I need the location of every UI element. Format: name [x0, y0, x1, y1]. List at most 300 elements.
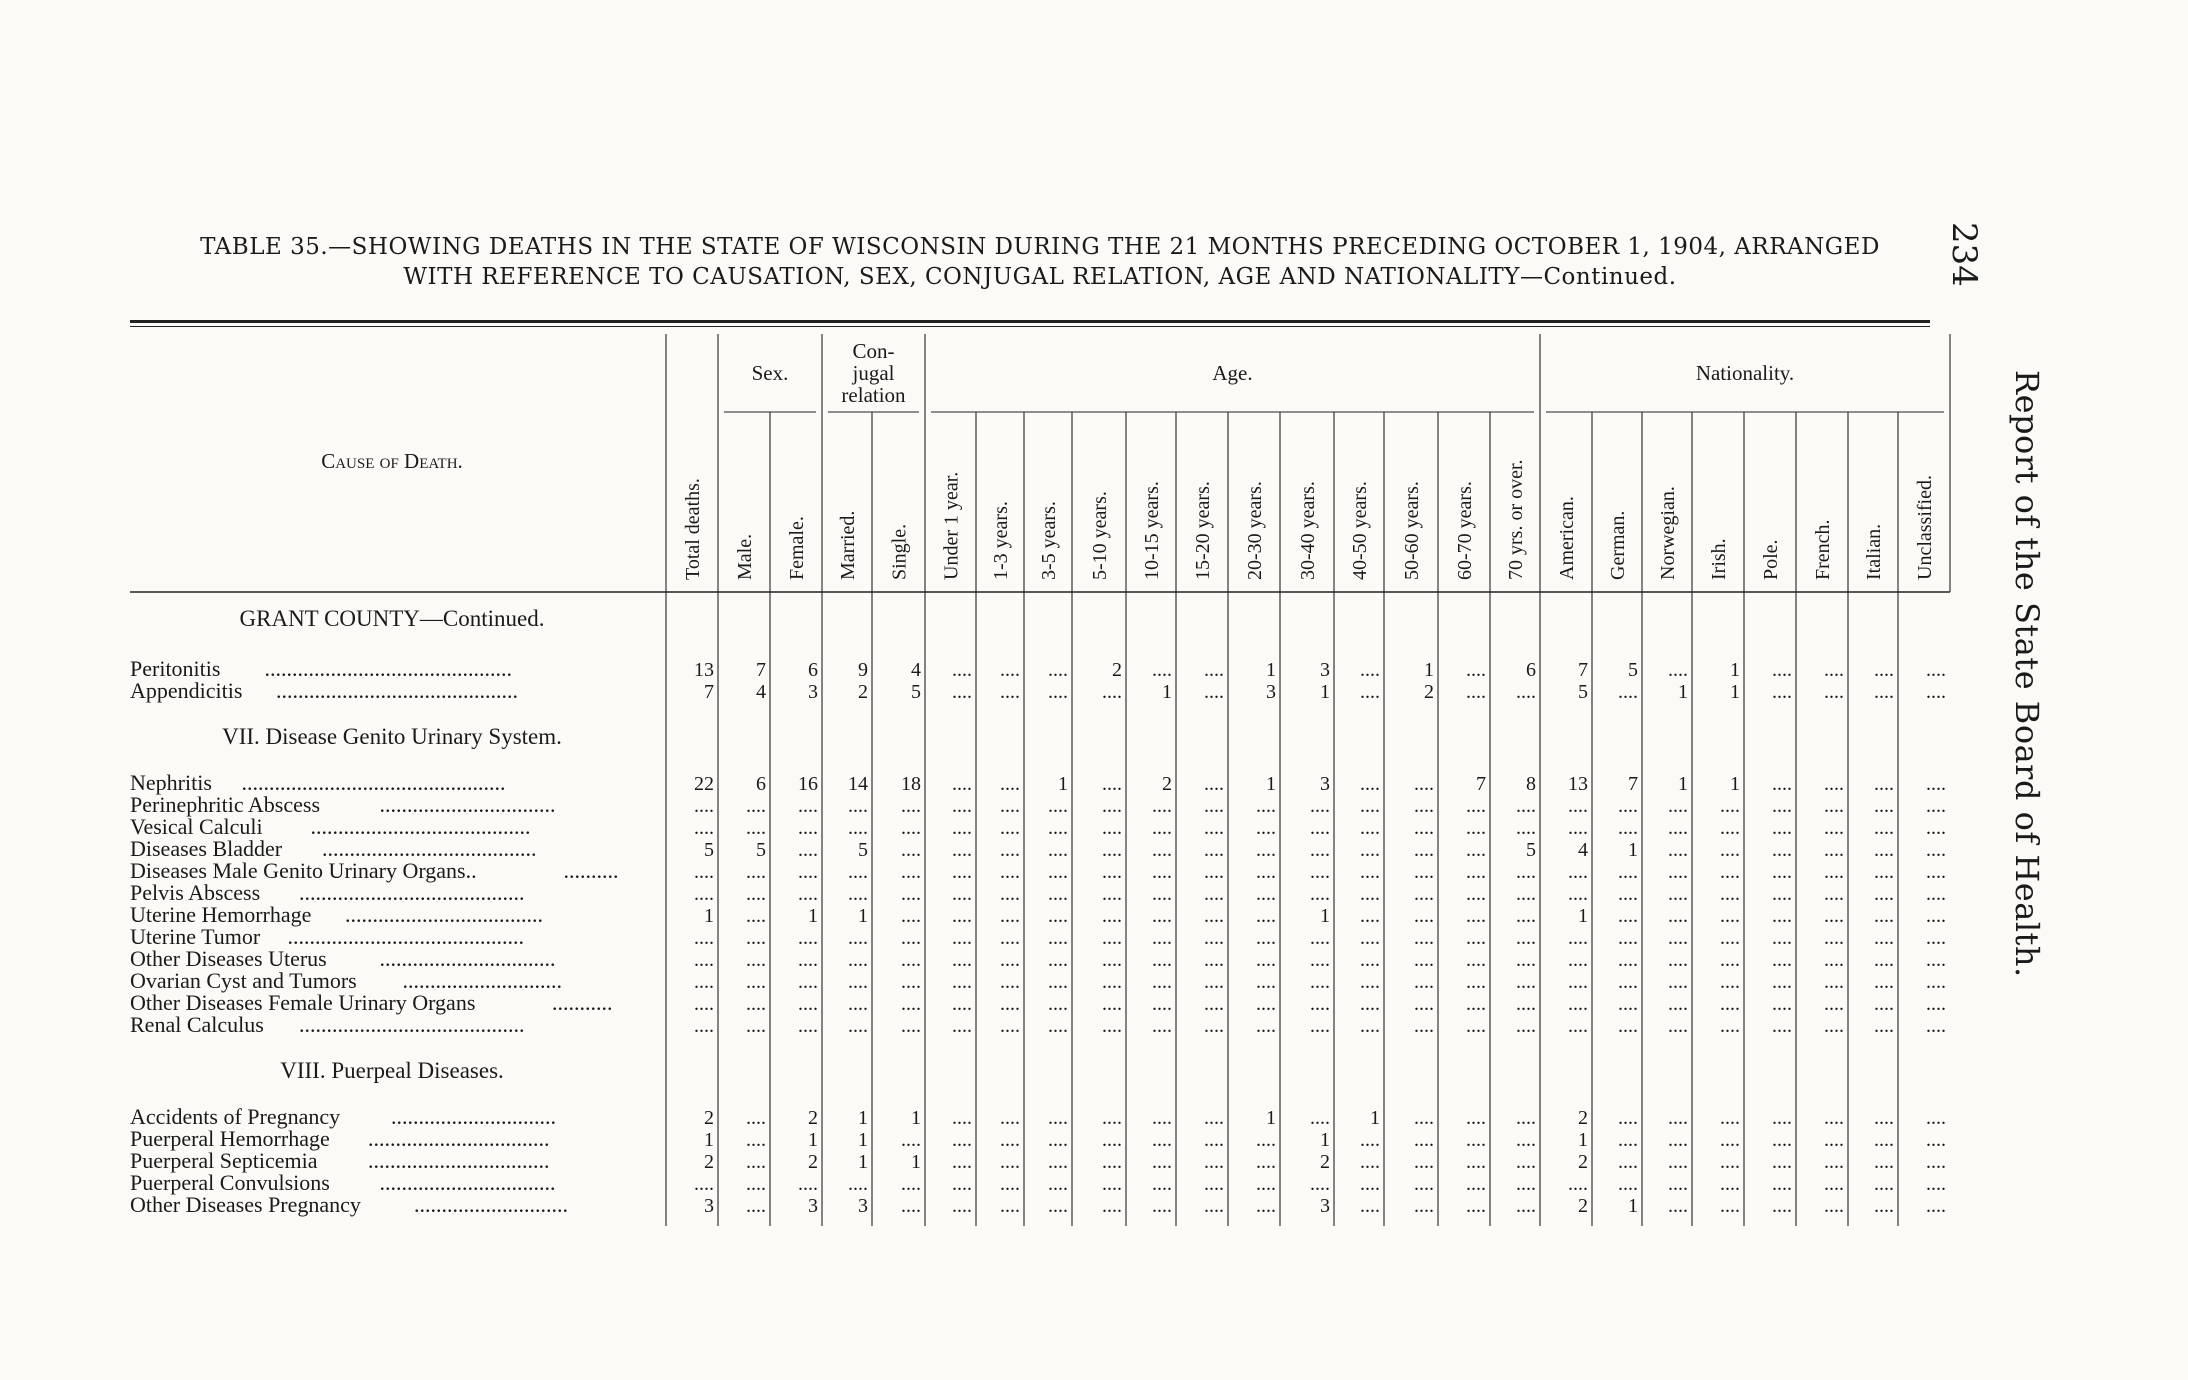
empty-cell: .... — [1048, 1015, 1068, 1037]
running-header: Report of the State Board of Health. — [2008, 370, 2046, 978]
empty-cell: .... — [1824, 949, 1844, 971]
empty-cell: .... — [1772, 1173, 1792, 1195]
empty-cell: .... — [1824, 795, 1844, 817]
dot-leader: ................................ — [379, 946, 556, 971]
dot-leader: ........................................... — [287, 924, 524, 949]
empty-cell: .... — [1466, 905, 1486, 927]
empty-cell: .... — [848, 861, 868, 883]
empty-cell: .... — [1874, 949, 1894, 971]
empty-cell: .... — [1310, 1107, 1330, 1129]
empty-cell: .... — [1568, 795, 1588, 817]
empty-cell: .... — [1926, 1129, 1946, 1151]
empty-cell: .... — [1152, 1151, 1172, 1173]
empty-cell: .... — [1360, 993, 1380, 1015]
empty-cell: .... — [1310, 795, 1330, 817]
empty-cell: .... — [1466, 1195, 1486, 1217]
empty-cell: .... — [1414, 993, 1434, 1015]
empty-cell: .... — [901, 927, 921, 949]
empty-cell: .... — [901, 883, 921, 905]
empty-cell: .... — [798, 927, 818, 949]
empty-cell: .... — [1310, 1015, 1330, 1037]
empty-cell: .... — [1204, 949, 1224, 971]
empty-cell: .... — [1204, 905, 1224, 927]
table-cell: 1 — [1266, 659, 1276, 681]
dot-leader: ............................................ — [276, 678, 518, 703]
table-cell: 13 — [694, 659, 714, 681]
empty-cell: .... — [1360, 927, 1380, 949]
table-cell: 1 — [1320, 681, 1330, 703]
table-cell: 5 — [1578, 681, 1588, 703]
empty-cell: .... — [1466, 1107, 1486, 1129]
empty-cell: .... — [1256, 905, 1276, 927]
empty-cell: .... — [1874, 1195, 1894, 1217]
empty-cell: .... — [1414, 861, 1434, 883]
column-header-24: Italian. — [1863, 523, 1885, 580]
table-cell: 1 — [1266, 773, 1276, 795]
empty-cell: .... — [1516, 971, 1536, 993]
column-header-23: French. — [1812, 519, 1834, 580]
empty-cell: .... — [1256, 949, 1276, 971]
table-cell: 7 — [704, 681, 714, 703]
empty-cell: .... — [694, 861, 714, 883]
column-header-16: 60-70 years. — [1454, 481, 1476, 580]
empty-cell: .... — [1926, 817, 1946, 839]
table-cell: 18 — [901, 773, 921, 795]
empty-cell: .... — [798, 993, 818, 1015]
empty-cell: .... — [1048, 883, 1068, 905]
empty-cell: .... — [1102, 817, 1122, 839]
empty-cell: .... — [1102, 773, 1122, 795]
table-cell: 2 — [704, 1151, 714, 1173]
empty-cell: .... — [746, 949, 766, 971]
empty-cell: .... — [1618, 927, 1638, 949]
empty-cell: .... — [1000, 681, 1020, 703]
empty-cell: .... — [1824, 839, 1844, 861]
empty-cell: .... — [1874, 795, 1894, 817]
empty-cell: .... — [1048, 1195, 1068, 1217]
table-cell: 2 — [1424, 681, 1434, 703]
empty-cell: .... — [798, 861, 818, 883]
empty-cell: .... — [798, 971, 818, 993]
dot-leader: ............................................. — [264, 656, 512, 681]
column-header-4: Married. — [837, 510, 859, 580]
empty-cell: .... — [1720, 861, 1740, 883]
empty-cell: .... — [1048, 905, 1068, 927]
empty-cell: .... — [1874, 817, 1894, 839]
empty-cell: .... — [1926, 1195, 1946, 1217]
table-cell: 1 — [1730, 681, 1740, 703]
empty-cell: .... — [694, 883, 714, 905]
empty-cell: .... — [1152, 839, 1172, 861]
empty-cell: .... — [1466, 839, 1486, 861]
empty-cell: .... — [1102, 949, 1122, 971]
empty-cell: .... — [1256, 839, 1276, 861]
empty-cell: .... — [901, 971, 921, 993]
group-header-age: Age. — [1212, 361, 1253, 385]
empty-cell: .... — [1048, 1129, 1068, 1151]
cause-label: Appendicitis — [130, 678, 243, 703]
empty-cell: .... — [1360, 1151, 1380, 1173]
empty-cell: .... — [1466, 681, 1486, 703]
empty-cell: .... — [1256, 927, 1276, 949]
cause-label: Diseases Bladder — [130, 836, 283, 861]
cause-label: Other Diseases Uterus — [130, 946, 327, 971]
empty-cell: .... — [746, 1151, 766, 1173]
table-cell: 5 — [756, 839, 766, 861]
empty-cell: .... — [1360, 817, 1380, 839]
empty-cell: .... — [1926, 971, 1946, 993]
empty-cell: .... — [952, 773, 972, 795]
empty-cell: .... — [1204, 1195, 1224, 1217]
table-cell: 1 — [858, 1129, 868, 1151]
empty-cell: .... — [1204, 817, 1224, 839]
empty-cell: .... — [1466, 817, 1486, 839]
empty-cell: .... — [1720, 927, 1740, 949]
cause-label: Other Diseases Female Urinary Organs — [130, 990, 476, 1015]
empty-cell: .... — [901, 1129, 921, 1151]
empty-cell: .... — [1000, 1151, 1020, 1173]
empty-cell: .... — [952, 1195, 972, 1217]
empty-cell: .... — [952, 839, 972, 861]
table-cell: 2 — [808, 1151, 818, 1173]
table-cell: 5 — [1526, 839, 1536, 861]
table-cell: 5 — [1628, 659, 1638, 681]
empty-cell: .... — [1824, 1107, 1844, 1129]
empty-cell: .... — [1414, 927, 1434, 949]
table-cell: 13 — [1568, 773, 1588, 795]
table-cell: 1 — [911, 1151, 921, 1173]
cause-label: Renal Calculus — [130, 1012, 264, 1037]
table-cell: 9 — [858, 659, 868, 681]
cause-label: Uterine Hemorrhage — [130, 902, 312, 927]
empty-cell: .... — [1720, 817, 1740, 839]
empty-cell: .... — [1926, 1015, 1946, 1037]
empty-cell: .... — [1874, 681, 1894, 703]
empty-cell: .... — [1152, 1015, 1172, 1037]
empty-cell: .... — [1516, 1151, 1536, 1173]
empty-cell: .... — [1824, 1173, 1844, 1195]
table-cell: 1 — [808, 905, 818, 927]
empty-cell: .... — [694, 1173, 714, 1195]
empty-cell: .... — [1048, 681, 1068, 703]
empty-cell: .... — [1516, 1015, 1536, 1037]
empty-cell: .... — [1824, 861, 1844, 883]
empty-cell: .... — [901, 839, 921, 861]
table-cell: 7 — [1476, 773, 1486, 795]
empty-cell: .... — [1256, 1015, 1276, 1037]
empty-cell: .... — [1926, 949, 1946, 971]
empty-cell: .... — [1102, 795, 1122, 817]
table-cell: 6 — [1526, 659, 1536, 681]
empty-cell: .... — [1000, 839, 1020, 861]
empty-cell: .... — [848, 993, 868, 1015]
table-cell: 2 — [1578, 1195, 1588, 1217]
empty-cell: .... — [1772, 795, 1792, 817]
empty-cell: .... — [1618, 1173, 1638, 1195]
empty-cell: .... — [746, 1015, 766, 1037]
dot-leader: ........... — [552, 990, 613, 1015]
empty-cell: .... — [1720, 905, 1740, 927]
empty-cell: .... — [1568, 1015, 1588, 1037]
table-cell: 5 — [911, 681, 921, 703]
table-cell: 4 — [756, 681, 766, 703]
table-cell: 1 — [704, 905, 714, 927]
empty-cell: .... — [1772, 971, 1792, 993]
empty-cell: .... — [1926, 773, 1946, 795]
empty-cell: .... — [746, 971, 766, 993]
empty-cell: .... — [1310, 839, 1330, 861]
empty-cell: .... — [1204, 681, 1224, 703]
empty-cell: .... — [1000, 1173, 1020, 1195]
empty-cell: .... — [1926, 1173, 1946, 1195]
empty-cell: .... — [1466, 949, 1486, 971]
empty-cell: .... — [1310, 1173, 1330, 1195]
empty-cell: .... — [1256, 1173, 1276, 1195]
empty-cell: .... — [1102, 927, 1122, 949]
empty-cell: .... — [901, 993, 921, 1015]
column-header-17: 70 yrs. or over. — [1505, 459, 1527, 580]
empty-cell: .... — [1824, 659, 1844, 681]
group-header-conjugal: jugal — [852, 361, 895, 385]
empty-cell: .... — [1000, 817, 1020, 839]
empty-cell: .... — [1360, 883, 1380, 905]
empty-cell: .... — [1516, 993, 1536, 1015]
empty-cell: .... — [1466, 993, 1486, 1015]
empty-cell: .... — [694, 795, 714, 817]
empty-cell: .... — [694, 949, 714, 971]
empty-cell: .... — [1414, 905, 1434, 927]
empty-cell: .... — [1152, 795, 1172, 817]
empty-cell: .... — [1048, 949, 1068, 971]
empty-cell: .... — [1516, 1129, 1536, 1151]
table-cell: 1 — [1678, 681, 1688, 703]
empty-cell: .... — [1256, 1151, 1276, 1173]
empty-cell: .... — [1466, 1015, 1486, 1037]
empty-cell: .... — [1874, 839, 1894, 861]
empty-cell: .... — [1000, 1195, 1020, 1217]
empty-cell: .... — [1000, 795, 1020, 817]
empty-cell: .... — [1824, 1195, 1844, 1217]
cause-label: Pelvis Abscess — [130, 880, 261, 905]
empty-cell: .... — [1668, 1107, 1688, 1129]
table-cell: 1 — [1162, 681, 1172, 703]
column-header-19: German. — [1607, 510, 1629, 580]
empty-cell: .... — [1668, 905, 1688, 927]
table-cell: 1 — [1370, 1107, 1380, 1129]
empty-cell: .... — [1466, 1173, 1486, 1195]
empty-cell: .... — [901, 861, 921, 883]
empty-cell: .... — [901, 1195, 921, 1217]
empty-cell: .... — [1874, 905, 1894, 927]
table-cell: 1 — [1678, 773, 1688, 795]
column-header-25: Unclassified. — [1914, 475, 1936, 580]
empty-cell: .... — [1874, 883, 1894, 905]
empty-cell: .... — [798, 817, 818, 839]
empty-cell: .... — [1874, 861, 1894, 883]
empty-cell: .... — [1618, 1107, 1638, 1129]
empty-cell: .... — [1618, 1015, 1638, 1037]
empty-cell: .... — [1152, 971, 1172, 993]
empty-cell: .... — [1874, 971, 1894, 993]
empty-cell: .... — [1824, 1151, 1844, 1173]
empty-cell: .... — [1360, 773, 1380, 795]
empty-cell: .... — [1824, 681, 1844, 703]
empty-cell: .... — [952, 795, 972, 817]
empty-cell: .... — [1000, 971, 1020, 993]
dot-leader: ........................................ — [310, 814, 531, 839]
empty-cell: .... — [694, 927, 714, 949]
empty-cell: .... — [1618, 861, 1638, 883]
empty-cell: .... — [1310, 883, 1330, 905]
table-cell: 2 — [704, 1107, 714, 1129]
empty-cell: .... — [746, 1129, 766, 1151]
empty-cell: .... — [1772, 905, 1792, 927]
empty-cell: .... — [1048, 839, 1068, 861]
empty-cell: .... — [1668, 949, 1688, 971]
empty-cell: .... — [1256, 1195, 1276, 1217]
empty-cell: .... — [1720, 795, 1740, 817]
empty-cell: .... — [746, 1107, 766, 1129]
empty-cell: .... — [798, 949, 818, 971]
empty-cell: .... — [1568, 817, 1588, 839]
empty-cell: .... — [798, 795, 818, 817]
empty-cell: .... — [1516, 795, 1536, 817]
empty-cell: .... — [1772, 839, 1792, 861]
dot-leader: ................................ — [379, 792, 556, 817]
table-cell: 2 — [1162, 773, 1172, 795]
empty-cell: .... — [952, 817, 972, 839]
empty-cell: .... — [1466, 1151, 1486, 1173]
empty-cell: .... — [901, 1173, 921, 1195]
empty-cell: .... — [1204, 1015, 1224, 1037]
table-cell: 7 — [1578, 659, 1588, 681]
empty-cell: .... — [1824, 1015, 1844, 1037]
empty-cell: .... — [1668, 1173, 1688, 1195]
empty-cell: .... — [1204, 839, 1224, 861]
empty-cell: .... — [1874, 773, 1894, 795]
empty-cell: .... — [1568, 883, 1588, 905]
empty-cell: .... — [1720, 839, 1740, 861]
empty-cell: .... — [848, 927, 868, 949]
empty-cell: .... — [1310, 993, 1330, 1015]
empty-cell: .... — [1772, 1015, 1792, 1037]
empty-cell: .... — [1048, 659, 1068, 681]
table-cell: 5 — [704, 839, 714, 861]
table-cell: 1 — [704, 1129, 714, 1151]
empty-cell: .... — [1310, 971, 1330, 993]
empty-cell: .... — [901, 905, 921, 927]
empty-cell: .... — [1926, 659, 1946, 681]
column-header-14: 40-50 years. — [1349, 481, 1371, 580]
empty-cell: .... — [1668, 927, 1688, 949]
empty-cell: .... — [1414, 883, 1434, 905]
empty-cell: .... — [952, 1173, 972, 1195]
empty-cell: .... — [1668, 1129, 1688, 1151]
dot-leader: ................................................ — [241, 770, 506, 795]
empty-cell: .... — [1414, 1015, 1434, 1037]
empty-cell: .... — [1102, 1129, 1122, 1151]
column-header-15: 50-60 years. — [1401, 481, 1423, 580]
empty-cell: .... — [848, 971, 868, 993]
empty-cell: .... — [1618, 1151, 1638, 1173]
empty-cell: .... — [1414, 839, 1434, 861]
empty-cell: .... — [901, 949, 921, 971]
empty-cell: .... — [1000, 861, 1020, 883]
empty-cell: .... — [1516, 927, 1536, 949]
empty-cell: .... — [848, 1173, 868, 1195]
empty-cell: .... — [746, 1173, 766, 1195]
empty-cell: .... — [1152, 1195, 1172, 1217]
empty-cell: .... — [1874, 1015, 1894, 1037]
empty-cell: .... — [952, 883, 972, 905]
table-cell: 1 — [1730, 659, 1740, 681]
empty-cell: .... — [1618, 1129, 1638, 1151]
empty-cell: .... — [1874, 1151, 1894, 1173]
table-cell: 3 — [808, 1195, 818, 1217]
empty-cell: .... — [1668, 993, 1688, 1015]
empty-cell: .... — [1824, 971, 1844, 993]
empty-cell: .... — [1824, 883, 1844, 905]
dot-leader: .............................. — [391, 1104, 556, 1129]
empty-cell: .... — [746, 927, 766, 949]
empty-cell: .... — [746, 905, 766, 927]
empty-cell: .... — [1720, 993, 1740, 1015]
section-heading: VII. Disease Genito Urinary System. — [222, 724, 562, 749]
empty-cell: .... — [1568, 1173, 1588, 1195]
empty-cell: .... — [798, 1173, 818, 1195]
empty-cell: .... — [1152, 949, 1172, 971]
empty-cell: .... — [1618, 681, 1638, 703]
group-header-conjugal: Con- — [852, 339, 895, 363]
empty-cell: .... — [1720, 1151, 1740, 1173]
empty-cell: .... — [1256, 993, 1276, 1015]
empty-cell: .... — [952, 905, 972, 927]
empty-cell: .... — [1874, 659, 1894, 681]
table-cell: 1 — [858, 1107, 868, 1129]
empty-cell: .... — [1874, 1107, 1894, 1129]
empty-cell: .... — [1360, 839, 1380, 861]
empty-cell: .... — [798, 839, 818, 861]
dot-leader: .................................... — [345, 902, 543, 927]
empty-cell: .... — [1152, 659, 1172, 681]
empty-cell: .... — [1720, 1107, 1740, 1129]
table-title-line-1: TABLE 35.—SHOWING DEATHS IN THE STATE OF WISCONSIN DURING THE 21 MONTHS PRECEDING OCTOBER 1, 1904, ARRANGED — [200, 234, 1880, 260]
empty-cell: .... — [1824, 1129, 1844, 1151]
table-cell: 2 — [1112, 659, 1122, 681]
empty-cell: .... — [1204, 1151, 1224, 1173]
cause-label: Nephritis — [130, 770, 212, 795]
empty-cell: .... — [1772, 1151, 1792, 1173]
empty-cell: .... — [1310, 817, 1330, 839]
empty-cell: .... — [1668, 971, 1688, 993]
empty-cell: .... — [952, 1107, 972, 1129]
column-header-5: Single. — [888, 523, 911, 580]
empty-cell: .... — [1772, 659, 1792, 681]
empty-cell: .... — [694, 971, 714, 993]
empty-cell: .... — [1466, 927, 1486, 949]
empty-cell: .... — [1516, 681, 1536, 703]
empty-cell: .... — [1310, 861, 1330, 883]
dot-leader: ................................ — [379, 1170, 556, 1195]
empty-cell: .... — [1772, 927, 1792, 949]
empty-cell: .... — [1568, 993, 1588, 1015]
empty-cell: .... — [1516, 905, 1536, 927]
empty-cell: .... — [952, 927, 972, 949]
cause-label: Vesical Calculi — [130, 814, 263, 839]
table-cell: 1 — [1578, 1129, 1588, 1151]
empty-cell: .... — [1568, 861, 1588, 883]
empty-cell: .... — [1414, 773, 1434, 795]
